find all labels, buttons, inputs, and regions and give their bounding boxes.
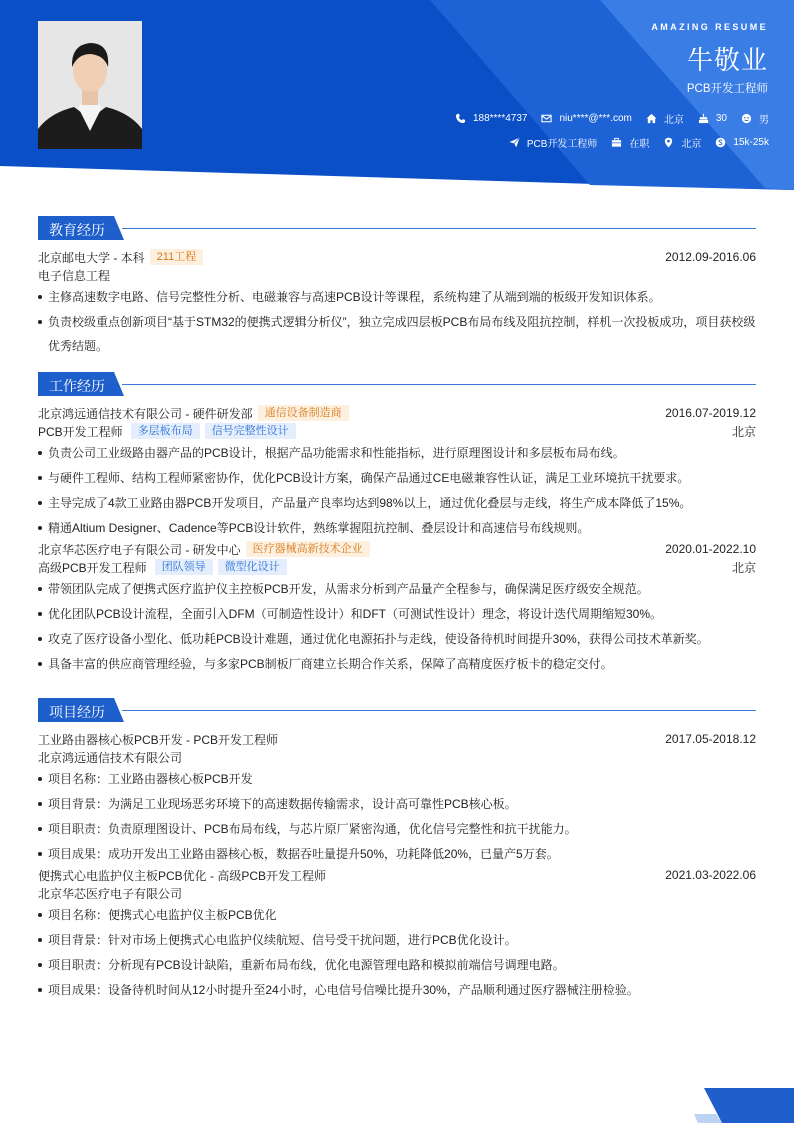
project-entry — [38, 866, 756, 1002]
skill-tag: 信号完整性设计 — [205, 423, 296, 439]
list-item: 攻克了医疗设备小型化、低功耗PCB设计难题，通过优化电源拓扑与走线，使设备待机时间提升30%，获得公司技术革新奖。 — [38, 627, 756, 651]
education-entry — [38, 248, 756, 358]
footer-decoration — [0, 1083, 794, 1123]
work-heading-text: 工作经历 — [49, 378, 105, 394]
school-tag: 211工程 — [150, 249, 204, 265]
phone-text: 188****4737 — [472, 113, 528, 124]
phone-info — [455, 113, 528, 124]
list-item: 项目成果：成功开发出工业路由器核心板，数据吞吐量提升50%，功耗降低20%，已量产5万套。 — [38, 842, 756, 866]
cake-icon — [698, 113, 709, 124]
list-item: 主修高速数字电路、信号完整性分析、电磁兼容与高速PCB设计等课程，系统构建了从端到端的板级开发知识体系。 — [38, 285, 756, 309]
target-city-info — [663, 135, 701, 150]
job-status-info — [611, 135, 649, 150]
phone-icon — [455, 113, 466, 124]
email-text: niu****@***.com — [559, 113, 632, 124]
company-tag: 医疗器械高新技术企业 — [246, 541, 370, 557]
list-item: 项目背景：针对市场上便携式心电监护仪续航短、信号受干扰问题，进行PCB优化设计。 — [38, 928, 756, 952]
target-city-text: 北京 — [681, 139, 702, 150]
gender-info — [741, 111, 769, 126]
list-item: 项目名称：工业路由器核心板PCB开发 — [38, 767, 756, 791]
location-pin-icon — [663, 137, 674, 148]
project-name: 工业路由器核心板PCB开发 - PCB开发工程师 — [38, 732, 279, 747]
job-position: 高级PCB开发工程师 — [38, 560, 147, 575]
project-dates: 2017.05-2018.12 — [665, 732, 756, 746]
work-entry — [38, 404, 756, 540]
list-item: 负责公司工业级路由器产品的PCB设计，根据产品功能需求和性能指标，进行原理图设计和多层板布局布线。 — [38, 441, 756, 465]
target-position-info — [509, 135, 598, 150]
work-dates: 2020.01-2022.10 — [665, 542, 756, 556]
job-city: 北京 — [731, 560, 756, 575]
list-item: 具备丰富的供应商管理经验，与多家PCB制板厂商建立长期合作关系，保障了高精度医疗板卡的稳定交付。 — [38, 652, 756, 676]
company-name: 北京华芯医疗电子有限公司 - 研发中心 — [38, 542, 241, 557]
salary-icon — [715, 137, 726, 148]
profile-photo — [38, 21, 142, 149]
list-item: 负责校级重点创新项目“基于STM32的便携式逻辑分析仪”，独立完成四层板PCB布局布线及阻抗控制，样机一次投板成功，项目获校级优秀结题。 — [38, 310, 756, 358]
projects-section — [38, 698, 756, 1002]
email-info — [541, 113, 631, 124]
school-name: 北京邮电大学 - 本科 — [38, 250, 145, 265]
list-item: 项目职责：负责原理图设计、PCB布局布线，与芯片原厂紧密沟通，优化信号完整性和抗干扰能力。 — [38, 817, 756, 841]
job-position: PCB开发工程师 — [38, 424, 123, 439]
candidate-title: PCB开发工程师 — [686, 83, 768, 95]
project-company: 北京华芯医疗电子有限公司 — [38, 886, 183, 901]
projects-heading — [38, 698, 756, 722]
company-name: 北京鸿远通信技术有限公司 - 硬件研发部 — [38, 406, 253, 421]
gender-text: 男 — [759, 115, 769, 126]
skill-tag: 多层板布局 — [131, 423, 200, 439]
residence-text: 北京 — [663, 115, 684, 126]
list-item: 项目背景：为满足工业现场恶劣环境下的高速数据传输需求，设计高可靠性PCB核心板。 — [38, 792, 756, 816]
age-info — [698, 113, 727, 124]
resume-tagline: AMAZING RESUME — [651, 22, 768, 32]
major-name: 电子信息工程 — [38, 268, 111, 283]
education-section — [38, 216, 756, 358]
education-dates: 2012.09-2016.06 — [665, 250, 756, 264]
list-item: 项目职责：分析现有PCB设计缺陷，重新布局布线，优化电源管理电路和模拟前端信号调理电路。 — [38, 953, 756, 977]
residence-info — [646, 111, 684, 126]
gender-icon — [741, 113, 752, 124]
project-name: 便携式心电监护仪主板PCB优化 - 高级PCB开发工程师 — [38, 868, 327, 883]
list-item: 精通Altium Designer、Cadence等PCB设计软件，熟练掌握阻抗控制、叠层设计和高速信号布线规则。 — [38, 516, 756, 540]
project-company: 北京鸿远通信技术有限公司 — [38, 750, 183, 765]
briefcase-icon — [611, 137, 622, 148]
contact-row-2 — [495, 135, 769, 150]
skill-tag: 团队领导 — [155, 559, 213, 575]
work-heading — [38, 372, 756, 396]
project-entry — [38, 730, 756, 866]
home-icon — [646, 113, 657, 124]
project-dates: 2021.03-2022.06 — [665, 868, 756, 882]
work-section — [38, 372, 756, 676]
work-dates: 2016.07-2019.12 — [665, 406, 756, 420]
salary-info — [715, 137, 769, 148]
mail-icon — [541, 113, 552, 124]
list-item: 带领团队完成了便携式医疗监护仪主控板PCB开发，从需求分析到产品量产全程参与，确保满足医疗级安全规范。 — [38, 577, 756, 601]
list-item: 主导完成了4款工业路由器PCB开发项目，产品量产良率均达到98%以上，通过优化叠层与走线，将生产成本降低了15%。 — [38, 491, 756, 515]
job-city: 北京 — [731, 424, 756, 439]
candidate-name: 牛敬业 — [686, 45, 768, 75]
send-icon — [509, 137, 520, 148]
target-position-text: PCB开发工程师 — [526, 139, 598, 150]
skill-tag: 微型化设计 — [218, 559, 287, 575]
list-item: 项目成果：设备待机时间从12小时提升至24小时，心电信号信噪比提升30%，产品顺利通过医疗器械注册检验。 — [38, 978, 756, 1002]
education-heading-text: 教育经历 — [49, 222, 105, 238]
company-tag: 通信设备制造商 — [258, 405, 349, 421]
work-entry — [38, 540, 756, 676]
education-heading — [38, 216, 756, 240]
projects-heading-text: 项目经历 — [49, 704, 105, 720]
age-text: 30 — [715, 113, 727, 124]
list-item: 与硬件工程师、结构工程师紧密协作，优化PCB设计方案，确保产品通过CE电磁兼容性认证，满足工业环境抗干扰要求。 — [38, 466, 756, 490]
job-status-text: 在职 — [629, 139, 650, 150]
list-item: 优化团队PCB设计流程，全面引入DFM（可制造性设计）和DFT（可测试性设计）理念，将设计迭代周期缩短30%。 — [38, 602, 756, 626]
list-item: 项目名称：便携式心电监护仪主板PCB优化 — [38, 903, 756, 927]
salary-text: 15k-25k — [733, 137, 769, 148]
contact-row-1 — [441, 111, 769, 126]
resume-header — [0, 0, 794, 190]
